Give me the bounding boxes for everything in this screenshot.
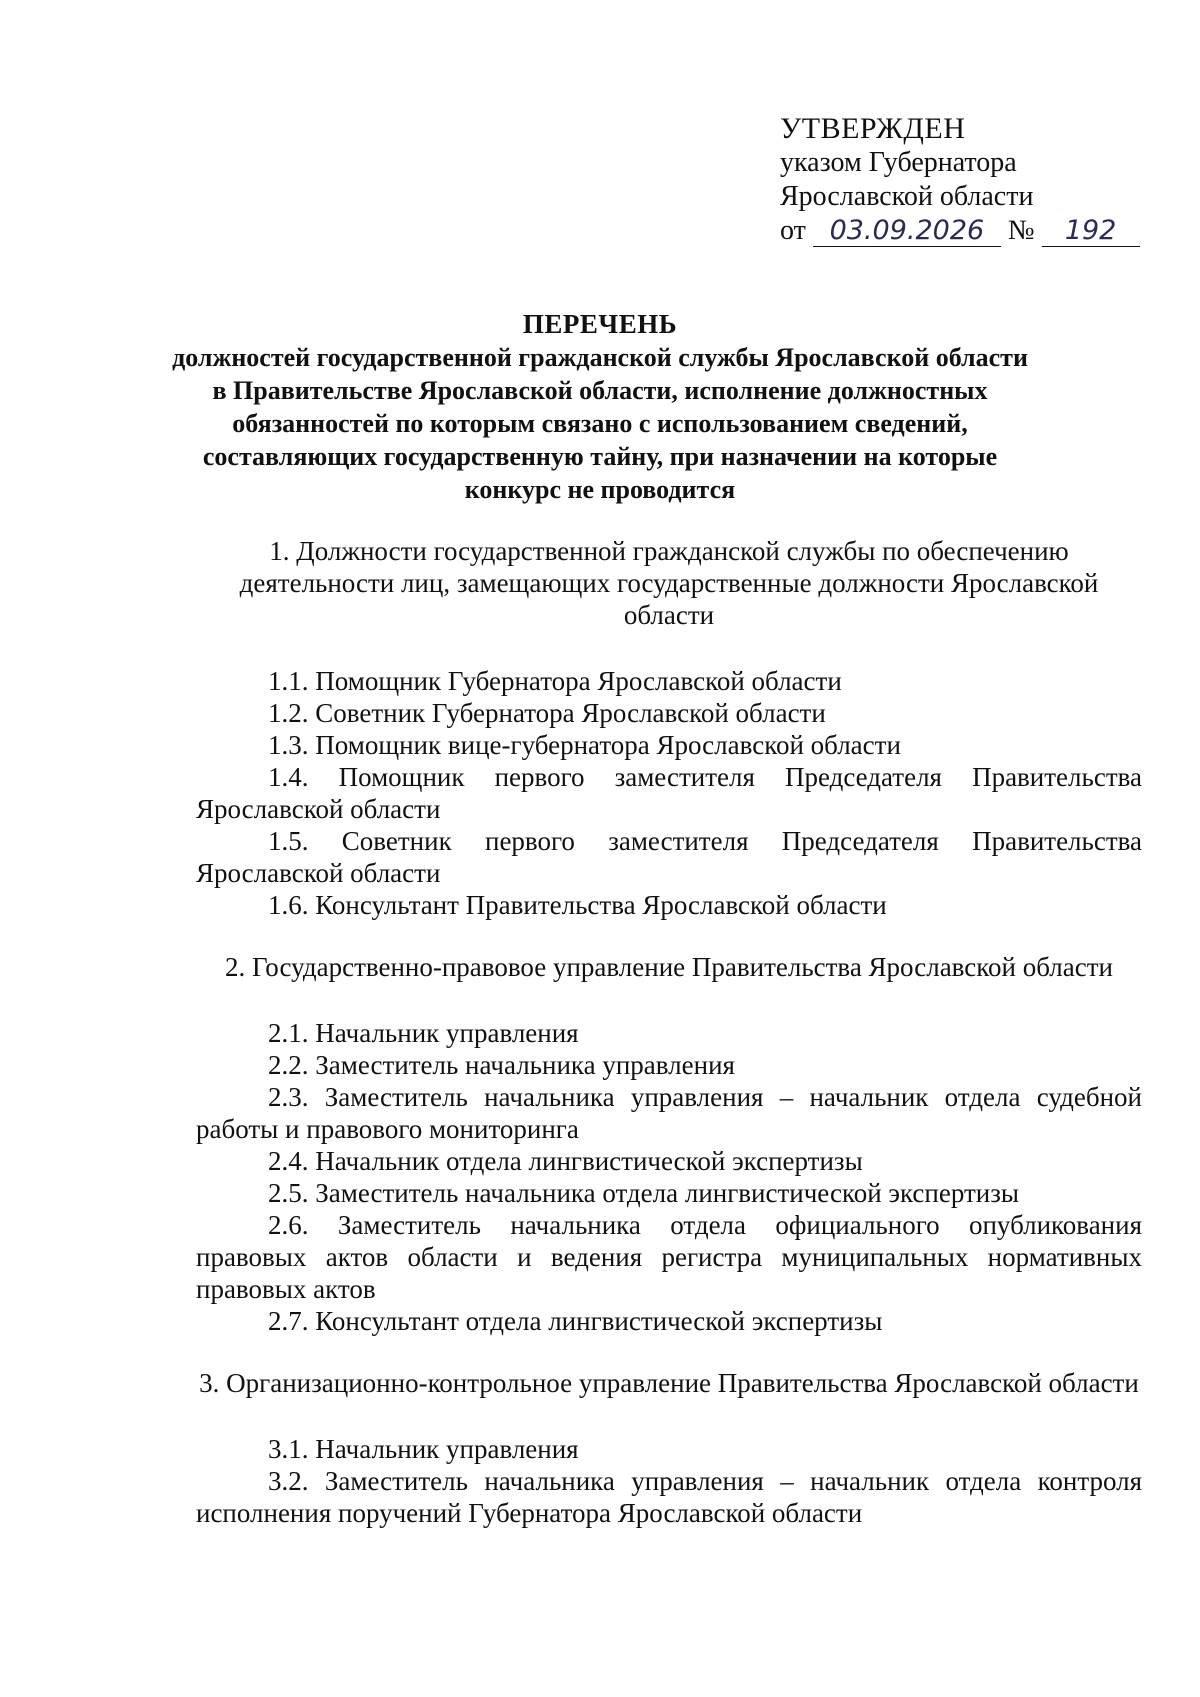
list-item: 1.6. Консультант Правительства Ярославской области	[268, 890, 887, 920]
section-title: 2. Государственно-правовое управление Правительства Ярославской области	[225, 952, 1113, 982]
heading-line: в Правительстве Ярославской области, исполнение должностных	[212, 376, 988, 405]
approval-title: УТВЕРЖДЕН	[780, 112, 966, 145]
list-item: 2.6. Заместитель начальника отдела официального опубликования правовых актов области и ведения регистра муниципальных нормативных правовых актов	[196, 1210, 1142, 1304]
list-item: 2.2. Заместитель начальника управления	[268, 1050, 735, 1080]
approval-line-1: указом Губернатора	[780, 147, 1017, 178]
list-item: 3.2. Заместитель начальника управления – начальник отдела контроля исполнения поручений Губернатора Ярославской области	[196, 1466, 1142, 1528]
document-body	[196, 535, 1142, 1529]
heading-line: должностей государственной гражданской службы Ярославской области	[172, 343, 1028, 372]
document-heading	[150, 308, 1050, 506]
list-item: 1.4. Помощник первого заместителя Председателя Правительства Ярославской области	[196, 762, 1142, 824]
number-prefix: №	[1007, 215, 1035, 246]
section-title: 3. Организационно-контрольное управление Правительства Ярославской области	[199, 1368, 1139, 1398]
list-item: 2.5. Заместитель начальника отдела лингвистической экспертизы	[268, 1178, 1020, 1208]
list-item: 3.1. Начальник управления	[268, 1434, 579, 1464]
list-item: 1.5. Советник первого заместителя Председателя Правительства Ярославской области	[196, 826, 1142, 888]
list-item: 2.7. Консультант отдела лингвистической экспертизы	[268, 1306, 883, 1336]
heading-line: конкурс не проводится	[464, 475, 736, 504]
approval-stamp	[780, 112, 1140, 248]
document-title: ПЕРЕЧЕНЬ	[522, 309, 678, 339]
handwritten-date: 03.09.2026	[813, 216, 1001, 247]
approval-line-2: Ярославской области	[780, 181, 1034, 212]
list-item: 1.3. Помощник вице-губернатора Ярославской области	[268, 730, 901, 760]
list-item: 1.2. Советник Губернатора Ярославской области	[268, 698, 826, 728]
list-item: 1.1. Помощник Губернатора Ярославской области	[268, 666, 842, 696]
list-item: 2.4. Начальник отдела лингвистической экспертизы	[268, 1146, 863, 1176]
heading-line: составляющих государственную тайну, при назначении на которые	[202, 442, 998, 471]
handwritten-number: 192	[1042, 216, 1140, 247]
list-item: 2.3. Заместитель начальника управления – начальник отдела судебной работы и правового мониторинга	[196, 1082, 1142, 1144]
heading-line: обязанностей по которым связано с использованием сведений,	[232, 409, 968, 438]
list-item: 2.1. Начальник управления	[268, 1018, 579, 1048]
section-title: 1. Должности государственной гражданской службы по обеспечению деятельности лиц, замещающих государственные должности Ярославской области	[239, 536, 1099, 630]
approval-date-line	[780, 214, 1140, 248]
date-prefix: от	[780, 215, 806, 246]
